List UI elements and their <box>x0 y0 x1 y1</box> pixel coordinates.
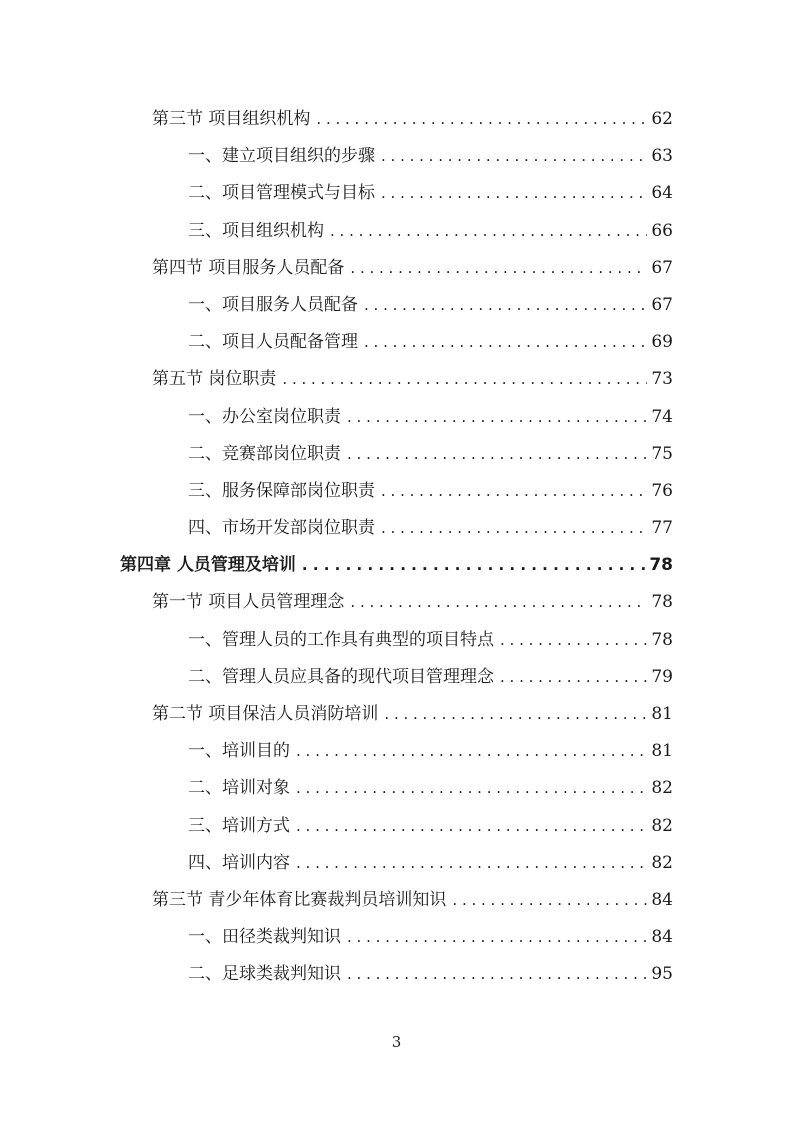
toc-dot-leader <box>296 733 647 770</box>
toc-entry-row <box>188 808 673 845</box>
toc-entry-title: 一、办公室岗位职责 <box>188 406 341 427</box>
toc-entry-row <box>188 138 673 175</box>
toc-entry-row <box>188 287 673 324</box>
toc-entry-row <box>188 622 673 659</box>
toc-entry-page-number: 82 <box>651 778 673 799</box>
toc-dot-leader <box>350 250 647 287</box>
toc-dot-leader <box>296 770 647 807</box>
toc-dot-leader <box>347 919 647 956</box>
toc-entry-title: 二、管理人员应具备的现代项目管理理念 <box>188 666 494 687</box>
toc-entry-page-number: 62 <box>651 109 673 129</box>
toc-entry-page-number: 69 <box>651 332 673 353</box>
toc-dot-leader <box>381 473 647 510</box>
toc-dot-leader <box>316 101 647 138</box>
toc-subsection-entry[interactable] <box>0 919 793 956</box>
toc-subsection-entry[interactable] <box>0 287 793 324</box>
toc-entry-page-number: 67 <box>651 257 673 278</box>
toc-entry-title: 三、服务保障部岗位职责 <box>188 480 375 501</box>
toc-dot-leader <box>330 213 647 250</box>
toc-entry-title: 二、培训对象 <box>188 778 290 799</box>
toc-entry-row <box>188 733 673 770</box>
toc-entry-title: 三、项目组织机构 <box>188 220 324 241</box>
toc-entry-page-number: 74 <box>651 406 673 427</box>
toc-entry-title: 二、足球类裁判知识 <box>188 964 341 985</box>
toc-section-entry[interactable] <box>0 361 793 398</box>
table-of-contents <box>0 101 793 994</box>
toc-entry-title: 第四节 项目服务人员配备 <box>152 257 345 278</box>
toc-dot-leader <box>350 584 647 621</box>
toc-entry-page-number: 78 <box>651 592 673 613</box>
toc-entry-page-number: 81 <box>651 741 673 762</box>
toc-entry-title: 第三节 青少年体育比赛裁判员培训知识 <box>152 889 447 910</box>
toc-chapter-entry[interactable] <box>0 547 793 584</box>
toc-section-entry[interactable] <box>0 696 793 733</box>
toc-entry-row <box>152 101 673 138</box>
toc-subsection-entry[interactable] <box>0 436 793 473</box>
toc-dot-leader <box>384 696 647 733</box>
toc-entry-page-number: 84 <box>651 927 673 948</box>
toc-entry-page-number: 63 <box>651 146 673 167</box>
toc-entry-title: 四、培训内容 <box>188 852 290 873</box>
toc-entry-row <box>188 436 673 473</box>
toc-subsection-entry[interactable] <box>0 659 793 696</box>
toc-subsection-entry[interactable] <box>0 770 793 807</box>
toc-entry-page-number: 76 <box>651 480 673 501</box>
toc-dot-leader <box>452 882 647 919</box>
toc-section-entry[interactable] <box>0 882 793 919</box>
toc-entry-page-number: 78 <box>651 629 673 650</box>
toc-dot-leader <box>364 287 647 324</box>
toc-section-entry[interactable] <box>0 101 793 138</box>
toc-subsection-entry[interactable] <box>0 138 793 175</box>
toc-entry-title: 一、项目服务人员配备 <box>188 294 358 315</box>
toc-entry-row <box>188 770 673 807</box>
toc-entry-row <box>188 324 673 361</box>
toc-entry-title: 第四章 人员管理及培训 <box>120 555 296 576</box>
toc-entry-title: 三、培训方式 <box>188 815 290 836</box>
toc-dot-leader <box>381 510 647 547</box>
toc-subsection-entry[interactable] <box>0 473 793 510</box>
toc-subsection-entry[interactable] <box>0 175 793 212</box>
toc-subsection-entry[interactable] <box>0 956 793 993</box>
toc-entry-title: 第一节 项目人员管理理念 <box>152 592 345 613</box>
toc-entry-title: 二、竞赛部岗位职责 <box>188 443 341 464</box>
toc-dot-leader <box>381 175 647 212</box>
toc-dot-leader <box>364 324 647 361</box>
toc-subsection-entry[interactable] <box>0 845 793 882</box>
toc-entry-title: 二、项目人员配备管理 <box>188 332 358 353</box>
toc-subsection-entry[interactable] <box>0 213 793 250</box>
toc-entry-title: 第五节 岗位职责 <box>152 369 277 390</box>
toc-entry-row <box>152 584 673 621</box>
toc-subsection-entry[interactable] <box>0 808 793 845</box>
toc-entry-row <box>188 510 673 547</box>
toc-dot-leader <box>302 547 645 584</box>
toc-entry-page-number: 78 <box>649 555 673 576</box>
toc-entry-title: 二、项目管理模式与目标 <box>188 183 375 204</box>
toc-entry-title: 一、培训目的 <box>188 741 290 762</box>
toc-entry-page-number: 84 <box>651 889 673 910</box>
toc-entry-row <box>152 250 673 287</box>
toc-entry-title: 一、建立项目组织的步骤 <box>188 146 375 167</box>
toc-subsection-entry[interactable] <box>0 733 793 770</box>
toc-entry-row <box>120 547 673 584</box>
toc-dot-leader <box>381 138 647 175</box>
page-number: 3 <box>391 1033 402 1051</box>
toc-entry-page-number: 75 <box>651 443 673 464</box>
toc-entry-title: 第二节 项目保洁人员消防培训 <box>152 704 379 724</box>
toc-entry-row <box>188 473 673 510</box>
toc-entry-page-number: 64 <box>651 183 673 204</box>
toc-dot-leader <box>282 361 647 398</box>
toc-dot-leader <box>296 808 647 845</box>
toc-entry-page-number: 79 <box>651 666 673 687</box>
toc-entry-page-number: 66 <box>651 220 673 241</box>
toc-entry-page-number: 73 <box>651 369 673 390</box>
toc-dot-leader <box>347 399 647 436</box>
toc-entry-row <box>188 845 673 882</box>
toc-entry-page-number: 82 <box>651 852 673 873</box>
toc-dot-leader <box>347 436 647 473</box>
toc-subsection-entry[interactable] <box>0 399 793 436</box>
toc-entry-row <box>188 175 673 212</box>
toc-entry-row <box>152 882 673 919</box>
toc-section-entry[interactable] <box>0 250 793 287</box>
toc-entry-row <box>188 956 673 993</box>
toc-entry-row <box>152 696 673 733</box>
toc-entry-row <box>188 213 673 250</box>
toc-dot-leader <box>500 659 647 696</box>
toc-entry-row <box>152 361 673 398</box>
toc-entry-row <box>188 399 673 436</box>
toc-section-entry[interactable] <box>0 584 793 621</box>
toc-subsection-entry[interactable] <box>0 510 793 547</box>
toc-entry-page-number: 67 <box>651 294 673 315</box>
toc-entry-page-number: 77 <box>651 518 673 539</box>
toc-dot-leader <box>296 845 647 882</box>
toc-entry-row <box>188 919 673 956</box>
toc-entry-title: 一、田径类裁判知识 <box>188 927 341 948</box>
toc-entry-title: 第三节 项目组织机构 <box>152 109 311 129</box>
toc-entry-title: 四、市场开发部岗位职责 <box>188 518 375 539</box>
toc-subsection-entry[interactable] <box>0 622 793 659</box>
toc-entry-page-number: 82 <box>651 815 673 836</box>
toc-entry-page-number: 95 <box>651 964 673 985</box>
toc-dot-leader <box>347 956 647 993</box>
toc-entry-row <box>188 659 673 696</box>
toc-dot-leader <box>500 622 647 659</box>
toc-subsection-entry[interactable] <box>0 324 793 361</box>
toc-entry-title: 一、管理人员的工作具有典型的项目特点 <box>188 629 494 650</box>
toc-entry-page-number: 81 <box>651 704 673 724</box>
